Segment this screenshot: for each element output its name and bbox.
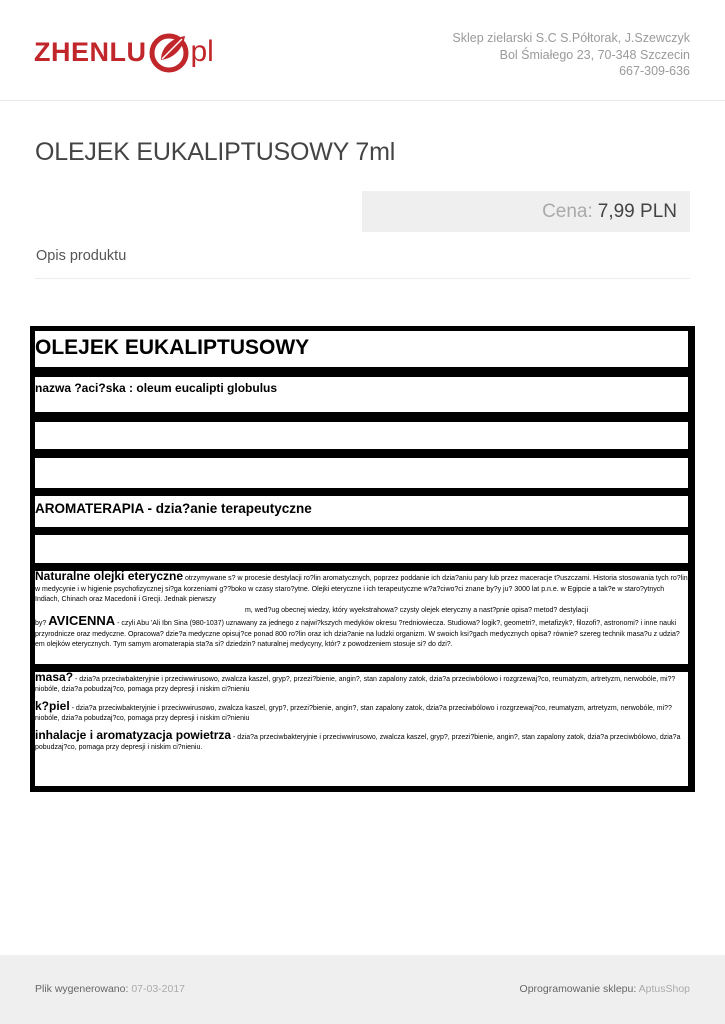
shop-name: Sklep zielarski S.C S.Półtorak, J.Szewczyk — [452, 31, 690, 45]
divider — [35, 278, 690, 279]
natural-text: m, wed?ug obecnej wiedzy, który wyekstrahowa? czysty olejek eteryczny a nast?pnie opisa? metod? destylacji — [244, 606, 589, 614]
use-item — [35, 730, 688, 753]
use-name: inhalacje i aromatyzacja powietrza — [35, 728, 232, 742]
software-link[interactable]: AptusShop — [638, 983, 690, 995]
avicenna-name: AVICENNA — [48, 613, 116, 628]
description-title: OLEJEK EUKALIPTUSOWY — [35, 336, 310, 359]
price-label: Cena: — [542, 200, 593, 222]
use-name: masa? — [35, 672, 74, 684]
use-text: - dzia?a przeciwbakteryjnie i przeciwwirusowo, zwalcza kaszel, gryp?, przezi?bienie, angin?, stan zapalony zatok, dzia?a przeciwbólowo, dzia?a pobudzaj?co, pomaga przy depresji i niskim ci?nieniu. — [35, 734, 681, 751]
shop-logo[interactable] — [34, 28, 214, 76]
price-value: 7,99 PLN — [597, 200, 677, 222]
generated-info — [35, 983, 185, 995]
table-cell-natural — [35, 571, 688, 664]
natural-text: - czyli Abu 'Ali Ibn Sina (980-1037) uznawany za jednego z najwi?kszych medyków okresu ?redniowiecza. Studiowa? logik?, geometri?, metafizyk?, filozofi?, astronomi? i inne nauki przyrodnicze oraz medyczne. Opracowa? dzie?a medyczne opisuj?ce ponad 800 ro?lin oraz ich dzia?anie na ludzki organizm. W swoich ksi?gach medycznych opisa? równie? szereg technik masa?u z udzia?em olejków eterycznych. Tym samym aromaterapia sta?a si? dziedzin? naturalnej medycyny, któr? z powodzeniem stosuje si? do dzi?. — [35, 620, 680, 648]
shop-phone: 667-309-636 — [619, 64, 690, 78]
table-cell-uses — [35, 672, 688, 786]
software-info — [520, 983, 690, 995]
use-text: - dzia?a przeciwbakteryjnie i przeciwwirusowo, zwalcza kaszel, gryp?, przezi?bienie, angin?, stan zapalony zatok, dzia?a przeciwbólowo i rozgrzewaj?co, reumatyzm, artretyzm, nerwobóle, mi??niobóle, dzia?a pobudzaj?co, pomaga przy depresji i niskim ci?nieniu — [35, 705, 672, 722]
description-table — [30, 326, 695, 792]
table-cell-empty — [35, 535, 688, 563]
page-header — [0, 0, 725, 101]
shop-address: Bol Śmiałego 23, 70-348 Szczecin — [499, 47, 690, 62]
table-cell-empty — [35, 422, 688, 449]
table-cell-empty — [35, 458, 688, 488]
generated-label: Plik wygenerowano: — [35, 983, 129, 995]
description-heading: Opis produktu — [36, 248, 127, 264]
page-footer — [0, 955, 725, 1024]
natural-bold: Naturalne olejki eteryczne — [35, 571, 184, 583]
use-item — [35, 672, 688, 695]
natural-text: by? — [35, 620, 49, 627]
use-text: - dzia?a przeciwbakteryjnie i przeciwwirusowo, zwalcza kaszel, gryp?, przezi?bienie, angin?, stan zapalony zatok, dzia?a przeciwbólowo i rozgrzewaj?co, reumatyzm, artretyzm, nerwobóle, mi??niobóle, dzia?a pobudzaj?co, pomaga przy depresji i niskim ci?nieniu — [35, 676, 676, 693]
latin-name: nazwa ?aci?ska : oleum eucalipti globulus — [35, 381, 278, 395]
table-cell-latin — [35, 377, 688, 412]
use-item — [35, 701, 688, 724]
natural-oils-paragraph — [35, 571, 688, 651]
logo-tld: pl — [190, 35, 214, 68]
aroma-heading: AROMATERAPIA - dzia?anie terapeutyczne — [35, 501, 312, 516]
table-cell-title — [35, 331, 688, 367]
product-title: OLEJEK EUKALIPTUSOWY 7ml — [35, 138, 396, 166]
shop-contact — [452, 30, 690, 80]
logo-wordmark: ZHENLU — [34, 36, 147, 67]
price-box — [362, 191, 690, 232]
leaf-logo-icon — [149, 30, 189, 74]
generated-date: 07-03-2017 — [131, 983, 186, 995]
natural-text: otrzymywane s? w procesie destylacji ro?lin aromatycznych, poprzez poddanie ich dzia?aniu pary lub przez maceracje t?uszczami. Historia stosowania tych ro?lin w medycynie i w higienie psychofizycznej si?ga korzeniami g??boko w czasy staro?ytne. Olejki eteryczne i ich terapeutyczne w?a?ciwo?ci znane by?y ju? 3000 lat p.n.e. w Egipcie a tak?e w staro?ytnych Indiach, Chinach oraz Macedonii i Grecji. Jednak pierwszy — [35, 575, 688, 603]
table-cell-aroma — [35, 496, 688, 527]
use-name: k?piel — [35, 699, 70, 713]
software-label: Oprogramowanie sklepu: — [519, 983, 637, 995]
